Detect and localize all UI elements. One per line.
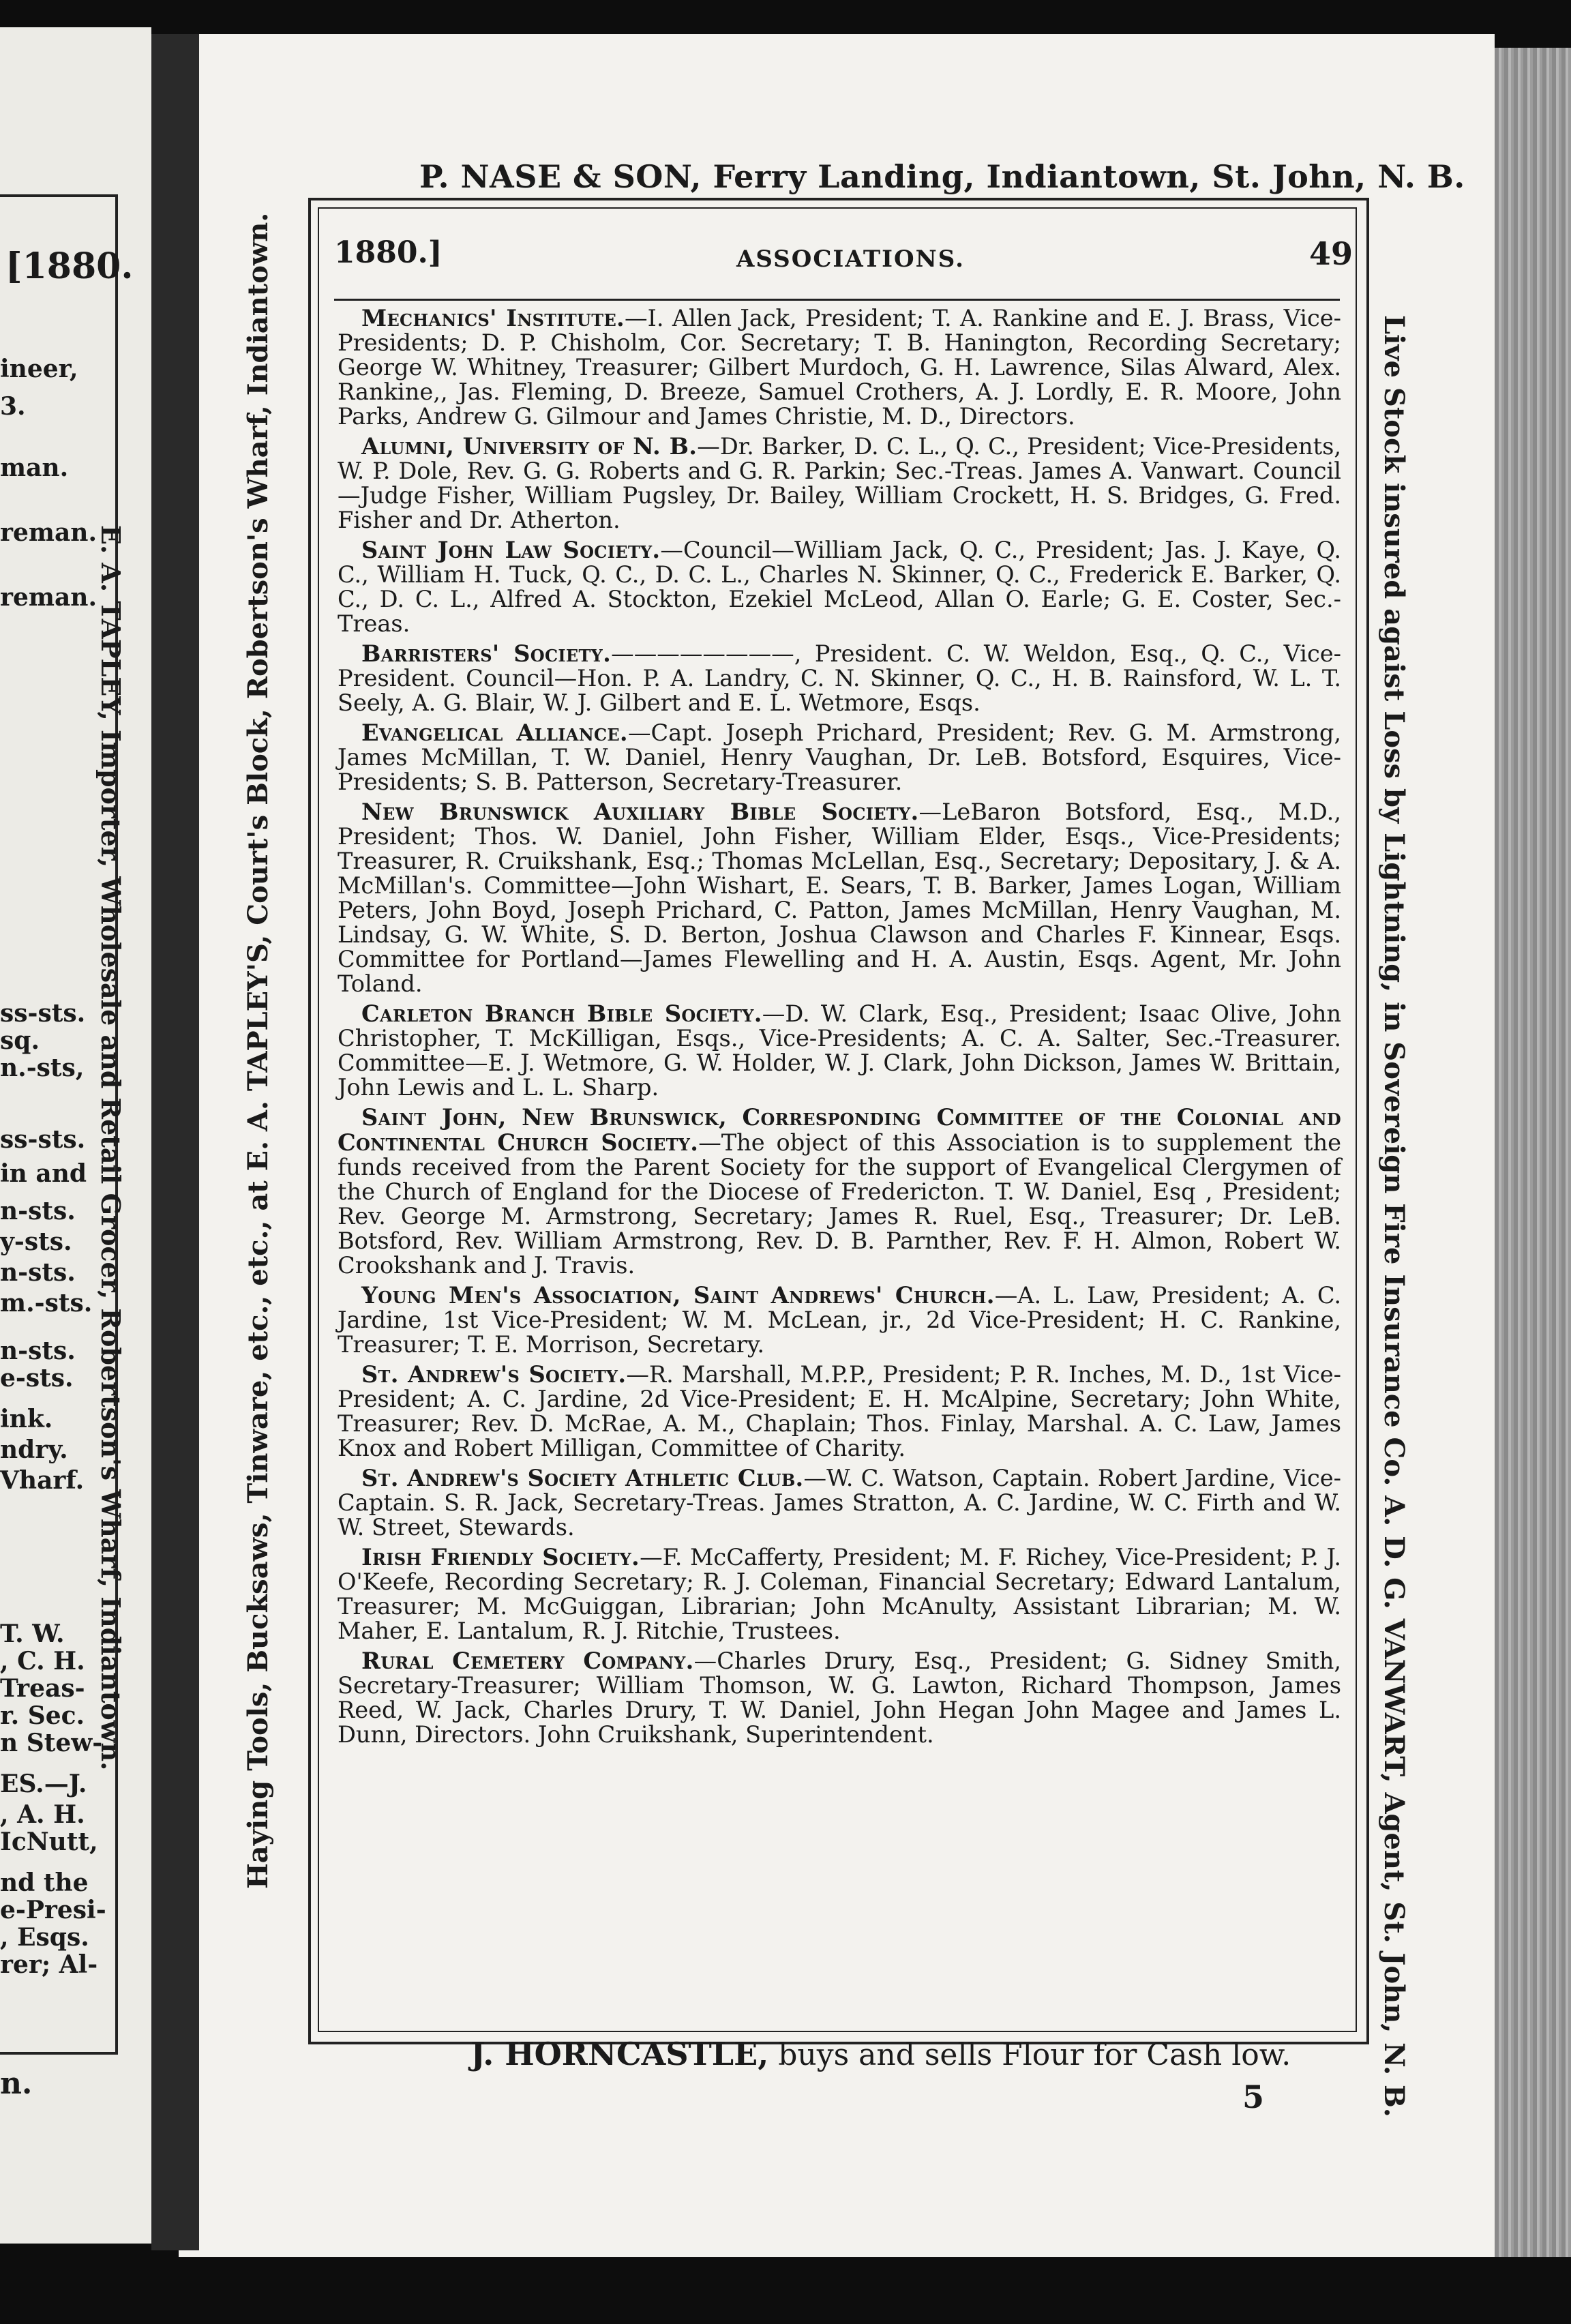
association-name: Young Men's Association, Saint Andrews' Church. (361, 1281, 995, 1309)
association-officers: —F. McCafferty, President; M. F. Richey, Vice-President; P. J. O'Keefe, Recording Secretary; R. J. Coleman, Financial Secretary; Edward Lantalum, Treasurer; M. McGuiggan, Librarian; John McAnulty, Assistant Librarian; M. W. Maher, E. Lantalum, R. J. Ritchie, Trustees. (338, 1544, 1341, 1644)
left-page-fragment: m.-sts. (0, 1289, 93, 1317)
association-officers: —R. Marshall, M.P.P., President; P. R. Inches, M. D., 1st Vice-President; A. C. Jardine, 2d Vice-President; E. H. McAlpine, Secretary; John White, Treasurer; Rev. D. McRae, A. M., Chaplain; Thos. Finlay, Marshal. A. C. Law, James Knox and Robert Milligan, Committee of Charity. (338, 1361, 1341, 1461)
bottom-advertisement-text: buys and sells Flour for Cash low. (778, 2038, 1291, 2072)
left-page-fragment: , C. H. (0, 1647, 85, 1675)
left-page-year: [1880. (5, 245, 134, 287)
association-officers: —Capt. Joseph Prichard, President; Rev. G. M. Armstrong, James McMillan, T. W. Daniel, Henry Vaughan, Dr. LeB. Botsford, Esquires, Vice-Presidents; S. B. Patterson, Secretary-Treasurer. (338, 719, 1342, 795)
associations-list (338, 306, 1341, 1752)
association-name: Barristers' Society. (361, 640, 612, 667)
association-entry (338, 1283, 1341, 1357)
page-edges (1495, 48, 1571, 2257)
association-officers: —The object of this Association is to supplement the funds received from the Parent Society for the support of Evangelical Clergymen of the Church of England for the Diocese of Fredericton. T. W. Daniel, Esq , President; Rev. George M. Armstrong, Secretary; James R. Ruel, Esq., Treasurer; Dr. LeB. Botsford, Rev. William Armstrong, Rev. D. B. Parnther, Rev. F. H. Almon, Robert W. Crookshank and J. Travis. (338, 1129, 1341, 1279)
association-entry (338, 1465, 1341, 1540)
association-entry (338, 1105, 1341, 1278)
left-page-fragment: Vharf. (0, 1466, 85, 1495)
association-name: Carleton Branch Bible Society. (361, 1000, 762, 1027)
association-officers: —A. L. Law, President; A. C. Jardine, 1st Vice-President; W. M. McLean, jr., 2d Vice-President; H. C. Rankine, Treasurer; T. E. Morrison, Secretary. (338, 1282, 1341, 1358)
left-page-fragment: , A. H. (0, 1800, 85, 1829)
left-page-fragment: ss-sts. (0, 1125, 86, 1154)
association-officers: —I. Allen Jack, President; T. A. Rankine and E. J. Brass, Vice-Presidents; D. P. Chisholm, Cor. Secretary; T. B. Hanington, Recording Secretary; George W. Whitney, Treasurer; Gilbert Murdoch, G. H. Lawrence, Silas Alward, Alex. Rankine,, Jas. Fleming, D. Breeze, Samuel Crothers, A. J. Lordly, E. R. Moore, John Parks, Andrew G. Gilmour and James Christie, M. D., Directors. (338, 305, 1342, 430)
left-page-fragment: ndry. (0, 1435, 68, 1464)
association-name: New Brunswick Auxiliary Bible Society. (361, 798, 919, 825)
header-title: ASSOCIATIONS. (736, 245, 965, 273)
association-entry (338, 434, 1341, 533)
association-officers: —Dr. Barker, D. C. L., Q. C., President; Vice-Presidents, W. P. Dole, Rev. G. G. Roberts and G. R. Parkin; Sec.-Treas. James A. Vanwart. Council—Judge Fisher, William Pugsley, Dr. Bailey, William Crockett, H. S. Bridges, G. Fred. Fisher and Dr. Atherton. (338, 433, 1341, 533)
association-entry (338, 1001, 1341, 1100)
association-name: Evangelical Alliance. (361, 719, 628, 746)
top-advertisement: P. NASE & SON, Ferry Landing, Indiantown, St. John, N. B. (419, 158, 1465, 195)
association-name: Rural Cemetery Company. (361, 1647, 694, 1674)
association-officers: —LeBaron Botsford, Esq., M.D., President; Thos. W. Daniel, John Fisher, William Elder, Esqs., Vice-Presidents; Treasurer, R. Cruikshank, Esq.; Thomas McLellan, Esq., Secretary; Depositary, J. & A. McMillan's. Committee—John Wishart, E. Sears, T. B. Barker, James Logan, William Peters, John Boyd, Joseph Prichard, C. Patton, James McMillan, Henry Vaughan, M. Lindsay, G. W. White, S. D. Berton, Joshua Clawson and Charles F. Kinnear, Esqs. Committee for Portland—James Flewelling and H. A. Austin, Esqs. Agent, Mr. John Toland. (338, 799, 1342, 997)
left-page-fragment: man. (0, 453, 69, 482)
left-side-advertisement-2: E. A. TAPLEY, Importer, Wholesale and Retail Grocer, Robertson's Wharf, Indiantown. (95, 525, 126, 1771)
left-page-fragment: ss-sts. (0, 999, 86, 1028)
book-gutter (151, 34, 199, 2250)
left-page-fragment: n-sts. (0, 1258, 76, 1287)
left-side-advertisement: Haying Tools, Bucksaws, Tinware, etc., etc., at E. A. TAPLEY'S, Court's Block, Robertson's Wharf, Indiantown. (242, 212, 274, 1889)
left-page-fragment: e-sts. (0, 1364, 74, 1392)
association-name: Saint John Law Society. (361, 536, 661, 563)
left-facing-page (0, 27, 151, 2244)
association-name: St. Andrew's Society Athletic Club. (361, 1464, 804, 1491)
association-entry (338, 799, 1341, 996)
left-page-fragment: reman. (0, 518, 97, 547)
left-page-fragment: IcNutt, (0, 1828, 98, 1856)
left-page-fragment: r. Sec. (0, 1701, 85, 1730)
association-entry (338, 720, 1341, 794)
association-officers: —Charles Drury, Esq., President; G. Sidney Smith, Secretary-Treasurer; William Thomson, W. G. Lawton, Richard Thompson, James Reed, W. Jack, Charles Drury, T. W. Daniel, John Hegan John Magee and James L. Dunn, Directors. John Cruikshank, Superintendent. (338, 1648, 1341, 1748)
association-entry (338, 1648, 1341, 1747)
left-page-fragment: n Stew- (0, 1729, 103, 1757)
left-page-fragment: reman. (0, 583, 97, 612)
left-page-fragment: ES.—J. (0, 1770, 87, 1798)
left-page-fragment: T. W. (0, 1620, 65, 1648)
left-page-fragment: n-sts. (0, 1197, 76, 1225)
left-page-fragment: in and (0, 1159, 87, 1188)
left-page-fragment: sq. (0, 1026, 40, 1055)
left-page-fragment: ink. (0, 1405, 53, 1433)
header-page-number: 49 (1309, 235, 1353, 272)
association-name: Saint John, New Brunswick, Corresponding Committee of the Colonial and Continental Church Society. (338, 1103, 1341, 1156)
left-page-bottom-fragment: n. (0, 2066, 33, 2101)
left-page-fragment: y-sts. (0, 1227, 72, 1256)
association-entry (338, 1362, 1341, 1461)
bottom-advertisement (470, 2036, 1291, 2072)
association-officers: —Council—William Jack, Q. C., President; Jas. J. Kaye, Q. C., William H. Tuck, Q. C., D. C. L., Charles N. Skinner, Q. C., Frederick E. Barker, Q. C., D. C. L., Alfred A. Stockton, Ezekiel McLeod, Allan O. Earle; G. E. Coster, Sec.-Treas. (338, 537, 1342, 637)
association-entry (338, 1545, 1341, 1643)
left-page-fragment: n.-sts, (0, 1054, 85, 1082)
left-page-fragment: ineer, (0, 355, 78, 383)
signature-mark: 5 (1242, 2079, 1265, 2115)
bottom-advertisement-name: J. HORNCASTLE, (470, 2036, 769, 2072)
association-officers: —D. W. Clark, Esq., President; Isaac Olive, John Christopher, T. McKilligan, Esqs., Vice-Presidents; A. C. A. Salter, Sec.-Treasurer. Committee—E. J. Wetmore, G. W. Holder, W. J. Clark, John Dickson, James W. Brittain, John Lewis and L. L. Sharp. (338, 1000, 1341, 1101)
left-page-fragment: nd the (0, 1868, 89, 1897)
left-page-fragment: , Esqs. (0, 1923, 89, 1952)
header-rule (334, 299, 1340, 301)
left-page-fragment: Treas- (0, 1674, 85, 1703)
association-entry (338, 306, 1341, 429)
association-entry (338, 537, 1341, 636)
association-name: Alumni, University of N. B. (361, 432, 698, 460)
association-entry (338, 641, 1341, 715)
association-name: Mechanics' Institute. (361, 304, 625, 331)
association-officers: ————————, President. C. W. Weldon, Esq., Q. C., Vice-President. Council—Hon. P. A. Landry, C. N. Skinner, Q. C., H. B. Rainsford, W. L. T. Seely, A. G. Blair, W. J. Gilbert and E. L. Wetmore, Esqs. (338, 640, 1341, 716)
association-officers: —W. C. Watson, Captain. Robert Jardine, Vice-Captain. S. R. Jack, Secretary-Treas. James Stratton, A. C. Jardine, W. C. Firth and W. W. Street, Stewards. (338, 1465, 1341, 1540)
header-year: 1880.] (334, 235, 443, 270)
left-page-fragment: n-sts. (0, 1337, 76, 1365)
association-name: St. Andrew's Society. (361, 1360, 627, 1388)
left-page-fragment: e-Presi- (0, 1896, 106, 1924)
left-page-fragment: 3. (0, 392, 26, 421)
association-name: Irish Friendly Society. (361, 1543, 640, 1570)
left-page-fragment: rer; Al- (0, 1950, 98, 1979)
right-side-advertisement: Live Stock insured agaist Loss by Lightning, in Sovereign Fire Insurance Co. A. D. G. VANWART, Agent, St. John, N. B. (1378, 315, 1410, 2117)
